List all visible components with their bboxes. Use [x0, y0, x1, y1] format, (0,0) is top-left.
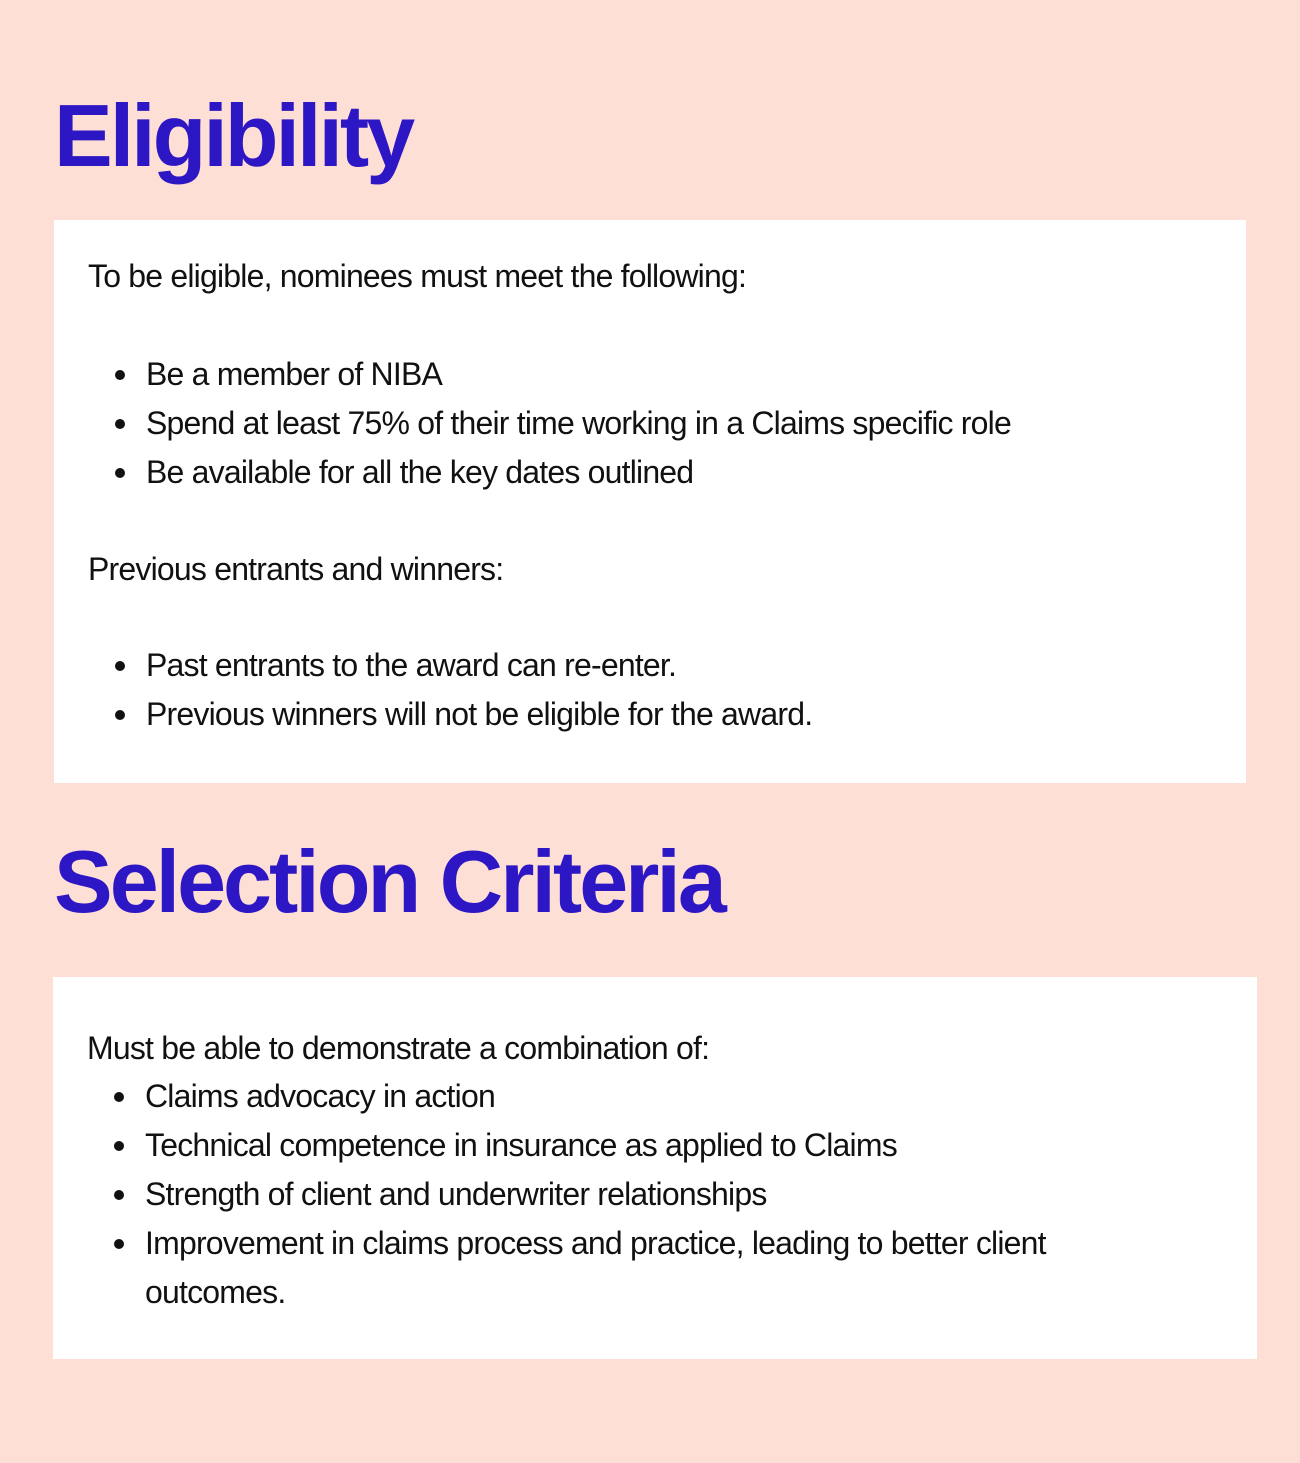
bullet-icon: [115, 661, 125, 671]
list-item-text: Technical competence in insurance as applied to Claims: [145, 1127, 897, 1163]
eligibility-intro: To be eligible, nominees must meet the following:: [88, 258, 747, 294]
list-item: [145, 1121, 1223, 1170]
list-item: [146, 350, 1212, 399]
list-item-text: Past entrants to the award can re-enter.: [146, 647, 677, 683]
list-item-text: Improvement in claims process and practice, leading to better client outcomes.: [145, 1225, 1046, 1310]
list-item-text: Previous winners will not be eligible for the award.: [146, 696, 813, 732]
selection-criteria-heading: Selection Criteria: [54, 832, 724, 931]
list-item-text: Strength of client and underwriter relationships: [145, 1176, 767, 1212]
list-item: [145, 1170, 1223, 1219]
list-item-text: Spend at least 75% of their time working in a Claims specific role: [146, 405, 1011, 441]
list-item: [146, 641, 1212, 690]
previous-rules-list: [88, 641, 1212, 739]
bullet-icon: [114, 1239, 124, 1249]
list-item: [145, 1219, 1165, 1317]
bullet-icon: [114, 1190, 124, 1200]
requirements-list: [88, 350, 1212, 497]
list-item-text: Be available for all the key dates outlined: [146, 454, 694, 490]
bullet-icon: [115, 710, 125, 720]
previous-entrants-intro: Previous entrants and winners:: [88, 551, 504, 587]
bullet-icon: [115, 370, 125, 380]
bullet-icon: [114, 1141, 124, 1151]
bullet-icon: [114, 1092, 124, 1102]
selection-criteria-card: [53, 977, 1257, 1359]
list-item: [145, 1072, 1223, 1121]
list-item: [146, 448, 1212, 497]
selection-criteria-intro: Must be able to demonstrate a combination of:: [87, 1030, 710, 1066]
list-item: [146, 399, 1212, 448]
list-item-text: Be a member of NIBA: [146, 356, 443, 392]
list-item: [146, 690, 1212, 739]
criteria-list: [87, 1072, 1223, 1317]
bullet-icon: [115, 419, 125, 429]
eligibility-card: [54, 220, 1246, 783]
bullet-icon: [115, 468, 125, 478]
eligibility-heading: Eligibility: [54, 86, 413, 185]
list-item-text: Claims advocacy in action: [145, 1078, 495, 1114]
